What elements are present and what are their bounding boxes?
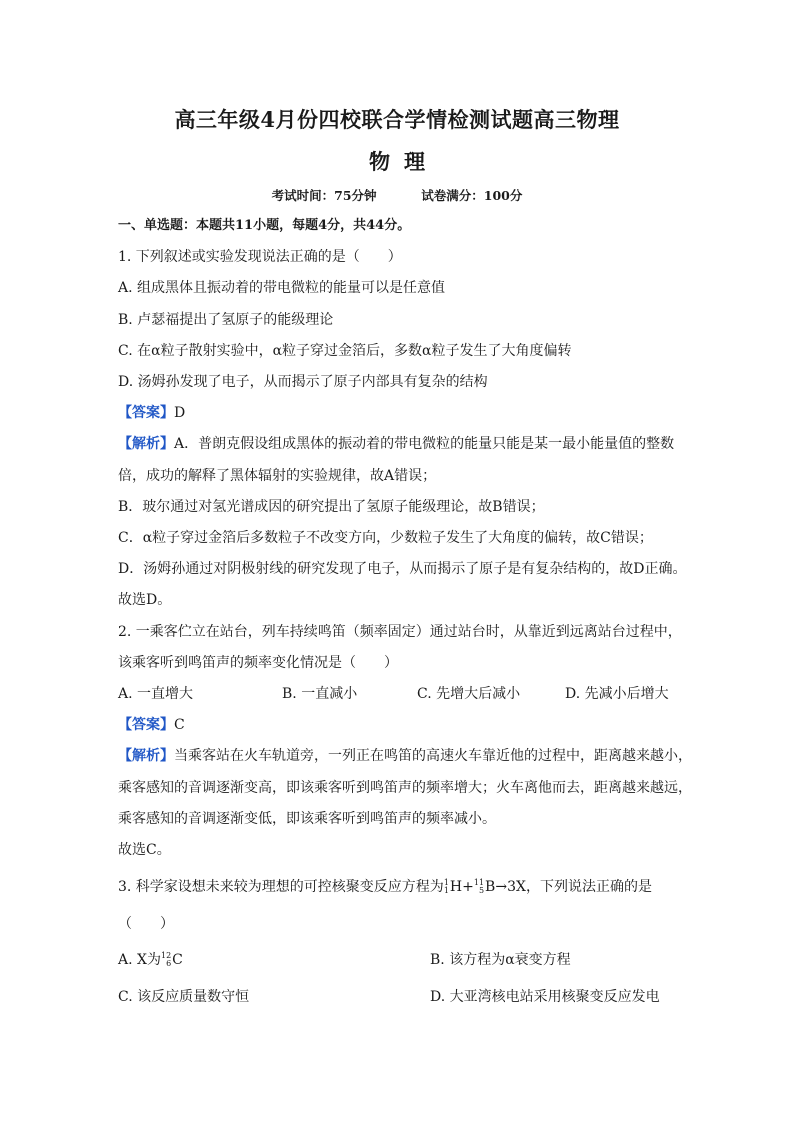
q2-option-d: D. 先减小后增大	[565, 686, 669, 702]
q1-conclusion: 故选D。	[118, 592, 172, 608]
exam-time: 考试时间：75分钟	[271, 188, 377, 203]
nuclide-mass: 11	[473, 878, 485, 887]
q1-option-b: B. 卢瑟福提出了氢原子的能级理论	[118, 312, 334, 328]
section-heading: 一、单选题：本题共11小题，每题4分，共44分。	[118, 218, 411, 233]
q2-option-c: C. 先增大后减小	[417, 686, 521, 702]
q2-analysis-line: 乘客感知的音调逐渐变低，即该乘客听到鸣笛声的频率减小。	[118, 811, 496, 827]
analysis-text: A．普朗克假设组成黑体的振动着的带电微粒的能量只能是某一最小能量值的整数	[174, 436, 675, 452]
q1-option-d: D. 汤姆孙发现了电子，从而揭示了原子内部具有复杂的结构	[118, 374, 488, 390]
subject-title: 物理	[369, 149, 439, 174]
answer-value: C	[174, 717, 185, 733]
q2-analysis-line: 乘客感知的音调逐渐变高，即该乘客听到鸣笛声的频率增大；火车离他而去，距离越来越远，	[118, 780, 692, 796]
nuclide-charge: 1	[443, 886, 449, 895]
q1-option-a: A. 组成黑体且振动着的带电微粒的能量可以是任意值	[118, 280, 446, 296]
nuclide-symbol: H+	[449, 879, 474, 895]
q3-option-a	[118, 950, 183, 970]
q2-analysis-line	[118, 746, 692, 766]
answer-value: D	[174, 405, 186, 421]
hydrogen-nuclide	[444, 877, 474, 897]
q1-analysis-line	[118, 434, 674, 454]
boron-nuclide	[474, 877, 652, 897]
analysis-tag: 【解析】	[118, 748, 174, 764]
q1-option-c: C. 在α粒子散射实验中，α粒子穿过金箔后，多数α粒子发生了大角度偏转	[118, 343, 572, 359]
carbon-nuclide	[161, 950, 183, 970]
q1-answer	[118, 403, 185, 423]
full-score: 试卷满分：100分	[421, 188, 523, 203]
option-text: A. X为	[118, 952, 161, 968]
q2-answer	[118, 715, 185, 735]
q3-stem: （ ）	[118, 916, 174, 932]
q3-option-b: B. 该方程为α衰变方程	[430, 952, 571, 968]
q1-analysis-line: 倍，成功的解释了黑体辐射的实验规律，故A错误；	[118, 468, 437, 484]
nuclide-charge: 5	[478, 886, 485, 895]
q1-stem: 1. 下列叙述或实验发现说法正确的是（ ）	[118, 249, 402, 265]
nuclide-symbol: B→3X，下列说法正确的是	[485, 879, 652, 895]
q3-stem	[118, 877, 652, 897]
q1-analysis-line: B．玻尔通过对氢光谱成因的研究提出了氢原子能级理论，故B错误；	[118, 499, 545, 515]
nuclide-charge: 6	[166, 959, 172, 968]
exam-title: 高三年级4月份四校联合学情检测试题高三物理	[174, 107, 620, 132]
q2-conclusion: 故选C。	[118, 842, 171, 858]
analysis-text: 当乘客站在火车轨道旁，一列正在鸣笛的高速火车靠近他的过程中，距离越来越小，	[174, 748, 692, 764]
q2-option-b: B. 一直减小	[282, 686, 358, 702]
nuclide-mass: 1	[443, 878, 449, 887]
q2-option-a: A. 一直增大	[118, 686, 194, 702]
answer-tag: 【答案】	[118, 717, 174, 733]
q1-analysis-line: C．α粒子穿过金箔后多数粒子不改变方向，少数粒子发生了大角度的偏转，故C错误；	[118, 530, 653, 546]
exam-info	[0, 186, 794, 204]
q3-stem-text: 3. 科学家设想未来较为理想的可控核聚变反应方程为	[118, 879, 444, 895]
nuclide-mass: 12	[160, 951, 172, 960]
q3-option-d: D. 大亚湾核电站采用核聚变反应发电	[430, 989, 660, 1005]
nuclide-symbol: C	[172, 952, 183, 968]
q1-analysis-line: D．汤姆孙通过对阴极射线的研究发现了电子，从而揭示了原子是有复杂结构的，故D正确。	[118, 561, 687, 577]
q3-option-c: C. 该反应质量数守恒	[118, 989, 250, 1005]
q2-stem: 2. 一乘客伫立在站台，列车持续鸣笛（频率固定）通过站台时，从靠近到远离站台过程中，	[118, 624, 682, 640]
q2-stem: 该乘客听到鸣笛声的频率变化情况是（ ）	[118, 655, 398, 671]
answer-tag: 【答案】	[118, 405, 174, 421]
analysis-tag: 【解析】	[118, 436, 174, 452]
